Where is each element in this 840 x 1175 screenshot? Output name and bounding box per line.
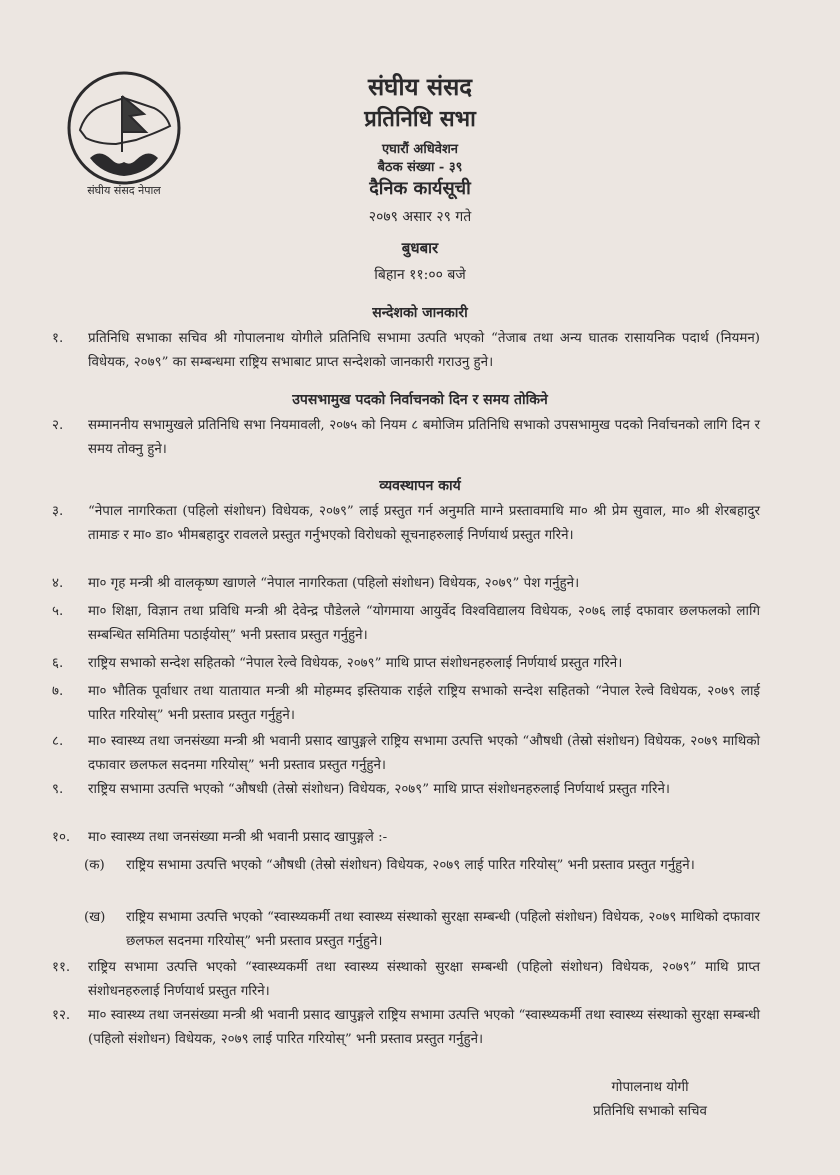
item-text: “नेपाल नागरिकता (पहिलो संशोधन) विधेयक, २०७९” लाई प्रस्तुत गर्न अनुमति माग्ने प्रस्तावमाथि मा० श्री प्रेम सुवाल, मा० श्री शेरबहादुर तामाङ र मा० डा० भीमबहादुर रावलले प्रस्तुत गर्नुभएको विरोधको सूचनाहरुलाई निर्णयार्थ प्रस्तुत गरिने। [88,504,760,543]
header-date: २०७९ असार २९ गते [368,209,472,225]
item-text: सम्माननीय सभामुखले प्रतिनिधि सभा नियमावली, २०७५ को नियम ८ बमोजिम प्रतिनिधि सभाको उपसभामुख पदको निर्वाचनको लागि दिन र समय तोक्नु हुने। [88,418,760,457]
header-house: प्रतिनिधि सभा [364,106,476,132]
item-number: (ख) [84,910,106,925]
item-number: ९. [52,782,64,797]
header-session: एघारौं अधिवेशन [381,142,459,157]
item-number: ११. [52,960,71,975]
item-text: मा० भौतिक पूर्वाधार तथा यातायात मन्त्री श्री मोहम्मद इस्तियाक राईले राष्ट्रिय सभाको सन्देश सहितको “नेपाल रेल्वे विधेयक, २०७९ लाई पारित गरियोस्” भनी प्रस्ताव प्रस्तुत गर्नुहुने। [88,684,760,723]
header-title: संघीय संसद [367,72,473,101]
item-number: ४. [52,576,64,591]
section-heading: सन्देशको जानकारी [372,305,468,321]
item-text: मा० स्वास्थ्य तथा जनसंख्या मन्त्री श्री भवानी प्रसाद खापुङ्गले :- [88,830,388,845]
item-number: ७. [52,684,64,699]
item-number: १०. [52,830,71,845]
header-agenda: दैनिक कार्यसूची [369,178,471,199]
item-number: ५. [52,604,64,619]
item-text: मा० गृह मन्त्री श्री वालकृष्ण खाणले “नेपाल नागरिकता (पहिलो संशोधन) विधेयक, २०७९” पेश गर्नुहुने। [88,576,580,591]
item-number: १२. [52,1008,71,1023]
item-text: राष्ट्रिय सभामा उत्पत्ति भएको “स्वास्थ्यकर्मी तथा स्वास्थ्य संस्थाको सुरक्षा सम्बन्धी (पहिलो संशोधन) विधेयक, २०७९ माथिको दफावार छलफल सदनमा गरियोस्” भनी प्रस्ताव प्रस्तुत गर्नुहुने। [126,910,760,949]
item-number: २. [52,418,64,433]
item-number: ८. [52,734,64,749]
section-heading: उपसभामुख पदको निर्वाचनको दिन र समय तोकिने [292,392,548,408]
signatory-name: गोपालनाथ योगी [611,1080,689,1095]
item-text: मा० स्वास्थ्य तथा जनसंख्या मन्त्री श्री भवानी प्रसाद खापुङ्गले राष्ट्रिय सभामा उत्पत्ति भएको “औषधी (तेस्रो संशोधन) विधेयक, २०७९ माथिको दफावार छलफल सदनमा गरियोस्” भनी प्रस्ताव प्रस्तुत गर्नुहुने। [88,734,760,773]
item-number: (क) [84,858,105,873]
header-time: बिहान ११:०० बजे [374,267,466,283]
section-heading: व्यवस्थापन कार्य [379,478,461,494]
item-text: प्रतिनिधि सभाका सचिव श्री गोपालनाथ योगीले प्रतिनिधि सभामा उत्पति भएको “तेजाब तथा अन्य घातक रासायनिक पदार्थ (नियमन) विधेयक, २०७९” का सम्बन्धमा राष्ट्रिय सभाबाट प्राप्त सन्देशको जानकारी गराउनु हुने। [88,331,760,370]
item-text: राष्ट्रिय सभामा उत्पत्ति भएको “स्वास्थ्यकर्मी तथा स्वास्थ्य संस्थाको सुरक्षा सम्बन्धी (पहिलो संशोधन) विधेयक, २०७९” माथि प्राप्त संशोधनहरुलाई निर्णयार्थ प्रस्तुत गरिने। [88,960,760,999]
emblem-text: संघीय संसद नेपाल [87,184,161,197]
header-meeting: बैठक संख्या - ३९ [377,160,463,175]
item-number: ६. [52,656,64,671]
item-text: मा० स्वास्थ्य तथा जनसंख्या मन्त्री श्री भवानी प्रसाद खापुङ्गले राष्ट्रिय सभामा उत्पत्ति भएको “स्वास्थ्यकर्मी तथा स्वास्थ्य संस्थाको सुरक्षा सम्बन्धी (पहिलो संशोधन) विधेयक, २०७९ लाई पारित गरियोस्” भनी प्रस्ताव प्रस्तुत गर्नुहुने। [88,1008,760,1047]
item-text: राष्ट्रिय सभाको सन्देश सहितको “नेपाल रेल्वे विधेयक, २०७९” माथि प्राप्त संशोधनहरुलाई निर्णयार्थ प्रस्तुत गरिने। [88,656,623,671]
signatory-title: प्रतिनिधि सभाको सचिव [593,1104,707,1119]
item-number: १. [52,331,64,346]
item-number: ३. [52,504,64,519]
parliament-emblem-icon [66,70,186,200]
item-text: राष्ट्रिय सभामा उत्पत्ति भएको “औषधी (तेस्रो संशोधन) विधेयक, २०७९ लाई पारित गरियोस्” भनी प्रस्ताव प्रस्तुत गर्नुहुने। [126,858,695,873]
item-text: मा० शिक्षा, विज्ञान तथा प्रविधि मन्त्री श्री देवेन्द्र पौडेलले “योगमाया आयुर्वेद विश्वविद्यालय विधेयक, २०७६ लाई दफावार छलफलको लागि सम्बन्धित समितिमा पठाईयोस्” भनी प्रस्ताव प्रस्तुत गर्नुहुने। [88,604,760,643]
header-day: बुधबार [401,239,439,257]
item-text: राष्ट्रिय सभामा उत्पत्ति भएको “औषधी (तेस्रो संशोधन) विधेयक, २०७९” माथि प्राप्त संशोधनहरुलाई निर्णयार्थ प्रस्तुत गरिने। [88,782,670,797]
